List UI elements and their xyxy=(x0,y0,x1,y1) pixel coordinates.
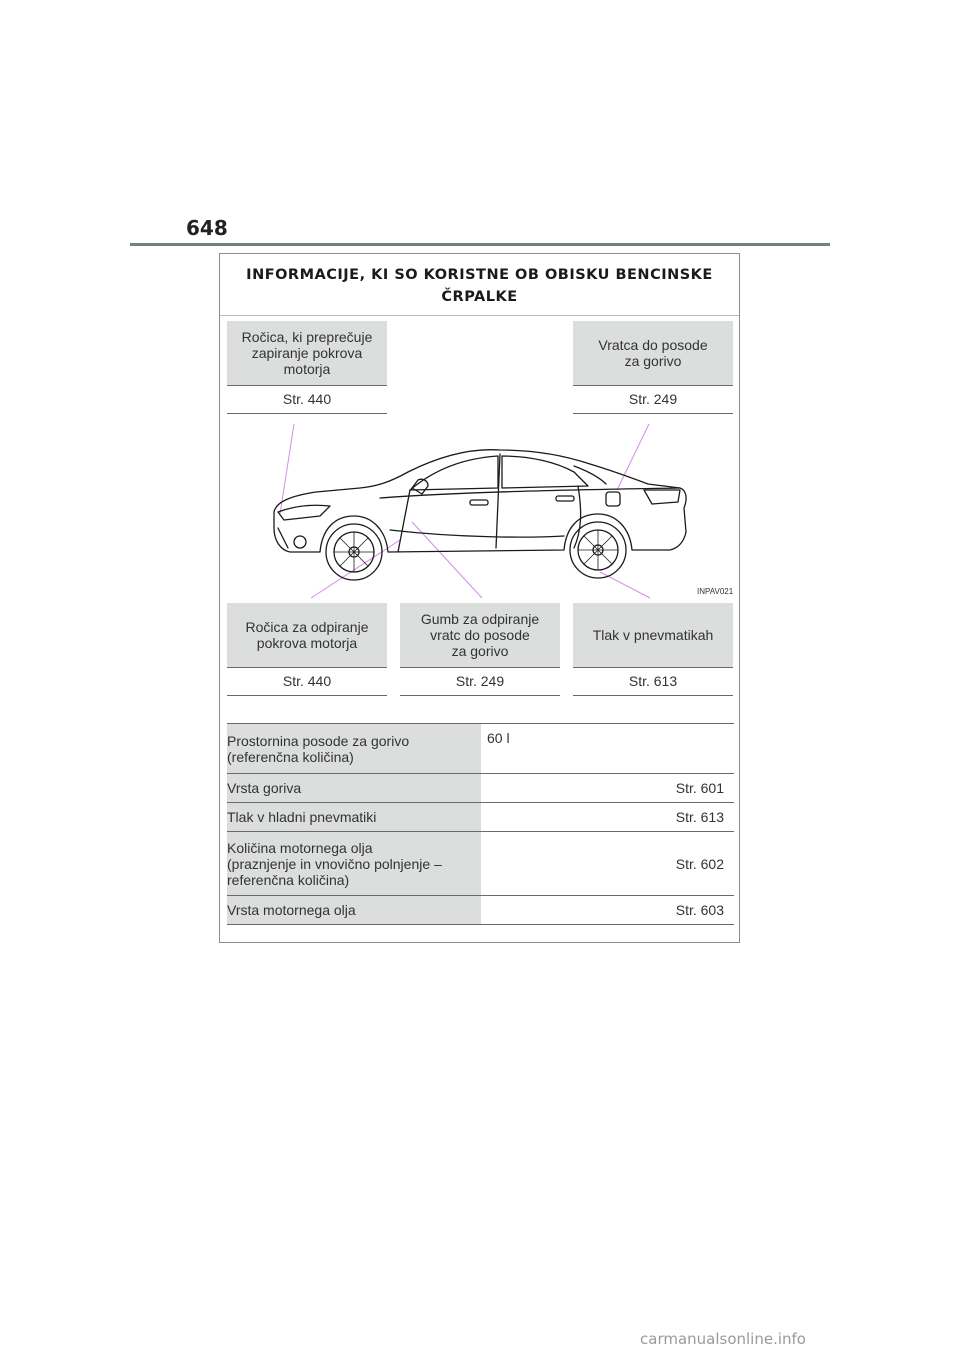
row-label: Vrsta goriva xyxy=(227,774,481,803)
callout-label: Ročica za odpiranje pokrova motorja xyxy=(227,603,387,668)
callout-label: Vratca do posode za gorivo xyxy=(573,321,733,386)
header-rule xyxy=(130,243,830,246)
row-label: Količina motornega olja (praznjenje in vnovično polnjenje – referenčna količina) xyxy=(227,832,481,896)
callout-hood-release xyxy=(227,603,387,696)
title-divider xyxy=(220,315,739,316)
callout-label: Gumb za odpiranje vratc do posode za gorivo xyxy=(400,603,560,668)
callout-fuel-door-button xyxy=(400,603,560,696)
row-label: Prostornina posode za gorivo (referenčna količina) xyxy=(227,724,481,774)
row-value[interactable]: Str. 601 xyxy=(481,774,734,803)
row-value[interactable]: Str. 602 xyxy=(481,832,734,896)
page-reference[interactable]: Str. 440 xyxy=(227,668,387,696)
table-row xyxy=(227,724,734,774)
row-value[interactable]: Str. 613 xyxy=(481,803,734,832)
row-label: Tlak v hladni pnevmatiki xyxy=(227,803,481,832)
page-reference[interactable]: Str. 613 xyxy=(573,668,733,696)
table-row xyxy=(227,803,734,832)
page-reference[interactable]: Str. 440 xyxy=(227,386,387,414)
callout-fuel-door xyxy=(573,321,733,414)
table-row xyxy=(227,832,734,896)
page-reference[interactable]: Str. 249 xyxy=(573,386,733,414)
section-title: INFORMACIJE, KI SO KORISTNE OB OBISKU BENCINSKE ČRPALKE xyxy=(246,267,713,305)
fuel-info-table xyxy=(227,723,734,925)
callout-label: Ročica, ki preprečuje zapiranje pokrova motorja xyxy=(227,321,387,386)
row-value[interactable]: Str. 603 xyxy=(481,896,734,925)
table-row xyxy=(227,774,734,803)
page-reference[interactable]: Str. 249 xyxy=(400,668,560,696)
callout-hood-support xyxy=(227,321,387,414)
callout-label: Tlak v pnevmatikah xyxy=(573,603,733,668)
row-label: Vrsta motornega olja xyxy=(227,896,481,925)
car-side-illustration xyxy=(260,420,740,600)
illustration-code: INPAV021 xyxy=(697,587,734,596)
callout-tire-pressure xyxy=(573,603,733,696)
row-value: 60 l xyxy=(481,724,734,774)
table-row xyxy=(227,896,734,925)
watermark: carmanualsonline.info xyxy=(640,1330,806,1348)
page-number: 648 xyxy=(186,216,228,240)
